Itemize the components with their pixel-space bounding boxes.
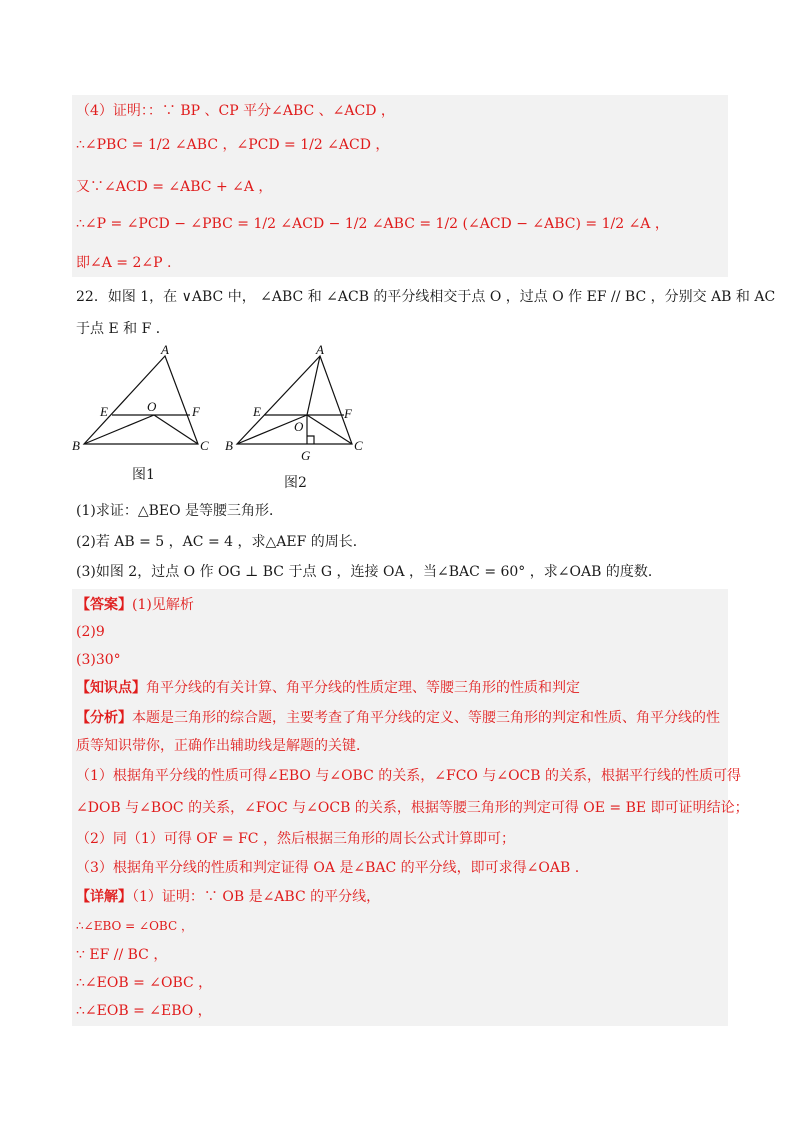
label-e-fig1: E	[100, 404, 108, 419]
right-angle-mark	[307, 436, 314, 444]
answer-line-1	[76, 595, 194, 615]
sub-question-2: (2)若 AB = 5 ，AC = 4 ，求△AEF 的周长．	[76, 534, 367, 550]
analysis-line-2: 质等知识带你，正确作出辅助线是解题的关键．	[76, 738, 370, 754]
proof-4-line-4: ∴∠P = ∠PCD − ∠PBC = 1/2 ∠ACD − 1/2 ∠ABC = 1/2 (∠ACD − ∠ABC) = 1/2 ∠A ，	[76, 216, 669, 232]
proof-4-line-3: 又∵∠ACD = ∠ABC + ∠A ，	[76, 179, 273, 195]
question-22-line-2: 于点 E 和 F ．	[76, 321, 170, 337]
label-e-fig2: E	[253, 404, 261, 419]
question-22-line-1: 22．如图 1，在 ∨ABC 中， ∠ABC 和 ∠ACB 的平分线相交于点 O ，过点 O 作 EF // BC ，分别交 AB 和 AC	[76, 289, 776, 305]
knowledge-tag: 【知识点】	[76, 680, 146, 696]
sub-question-1: (1)求证：△BEO 是等腰三角形．	[76, 503, 284, 519]
label-c-fig2: C	[354, 438, 363, 453]
answer-tag: 【答案】	[76, 597, 132, 613]
figure-1	[84, 356, 198, 444]
segment-bo-fig1	[84, 415, 154, 444]
detail-line-5: ∴∠EOB = ∠EBO ，	[76, 1003, 212, 1019]
figure-1-caption: 图1	[132, 467, 155, 483]
label-c-fig1: C	[200, 438, 209, 453]
label-o-fig1: O	[147, 399, 157, 414]
sub-question-3: (3)如图 2，过点 O 作 OG ⊥ BC 于点 G ，连接 OA ，当∠BAC = 60° ，求∠OAB 的度数．	[76, 564, 662, 580]
answer-2: (2)9	[76, 624, 105, 640]
analysis-line-1	[76, 708, 720, 728]
label-b-fig1: B	[72, 438, 80, 453]
figure-2-caption: 图2	[284, 475, 307, 491]
proof-4-line-5: 即∠A = 2∠P .	[76, 255, 172, 271]
triangle-abc-fig1	[84, 356, 198, 444]
analysis-line-4: ∠DOB 与∠BOC 的关系，∠FOC 与∠OCB 的关系，根据等腰三角形的判定可得 OE = BE 即可证明结论；	[76, 800, 749, 816]
proof-4-line-2: ∴∠PBC = 1/2 ∠ABC ，∠PCD = 1/2 ∠ACD ，	[76, 137, 390, 153]
answer-3: (3)30°	[76, 652, 121, 668]
analysis-tag: 【分析】	[76, 710, 132, 726]
segment-oc-fig1	[154, 415, 198, 444]
label-a-fig2: A	[316, 342, 324, 357]
label-f-fig1: F	[192, 404, 200, 419]
knowledge-point	[76, 678, 580, 698]
proof-4-line-1: （4）证明：：∵ BP 、CP 平分∠ABC 、∠ACD ，	[76, 103, 395, 119]
detail-line-2: ∴∠EBO = ∠OBC ，	[76, 919, 193, 933]
label-a-fig1: A	[161, 342, 169, 357]
label-o-fig2: O	[294, 419, 304, 434]
analysis-line-3: （1）根据角平分线的性质可得∠EBO 与∠OBC 的关系，∠FCO 与∠OCB 的关系，根据平行线的性质可得	[76, 768, 741, 784]
detail-line-1	[76, 887, 380, 907]
analysis-line-5: （2）同（1）可得 OF = FC ，然后根据三角形的周长公式计算即可；	[76, 831, 515, 847]
geometry-figures	[70, 342, 370, 492]
analysis-line-6: （3）根据角平分线的性质和判定证得 OA 是∠BAC 的平分线，即可求得∠OAB .	[76, 860, 580, 876]
analysis-text-1: 本题是三角形的综合题，主要考查了角平分线的定义、等腰三角形的判定和性质、角平分线的性	[132, 710, 720, 726]
segment-oa-fig2	[307, 356, 320, 415]
detail-tag: 【详解】	[76, 889, 132, 905]
detail-line-3: ∵ EF // BC ，	[76, 947, 168, 963]
label-f-fig2: F	[344, 406, 352, 421]
label-b-fig2: B	[225, 438, 233, 453]
knowledge-text: 角平分线的有关计算、角平分线的性质定理、等腰三角形的性质和判定	[146, 680, 580, 696]
figures	[70, 342, 370, 496]
answer-1: (1)见解析	[132, 597, 194, 613]
label-g-fig2: G	[301, 448, 311, 463]
detail-text-1: （1）证明：∵ OB 是∠ABC 的平分线，	[132, 889, 381, 905]
detail-line-4: ∴∠EOB = ∠OBC ，	[76, 975, 213, 991]
